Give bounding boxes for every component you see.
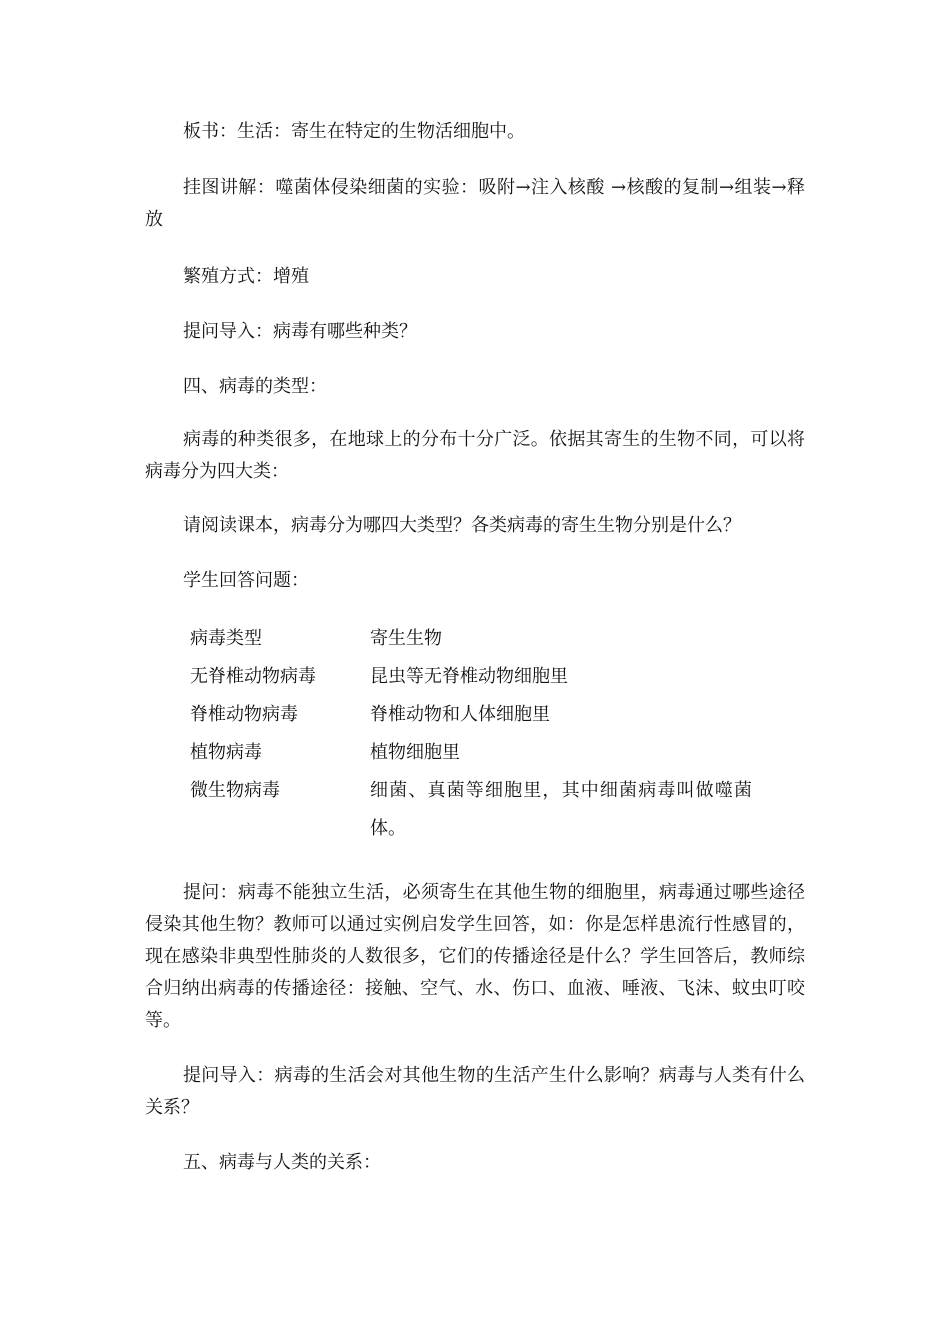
cell-virus-type: 脊椎动物病毒 [190,704,298,725]
paragraph-question-impact: 提问导入：病毒的生活会对其他生物的生活产生什么影响？病毒与人类有什么关系？ [145,1065,805,1118]
paragraph-virus-distribution: 病毒的种类很多，在地球上的分布十分广泛。依据其寄生的生物不同，可以将病毒分为四大类： [145,429,805,482]
paragraph-reading-prompt: 请阅读课本，病毒分为哪四大类型？各类病毒的寄生生物分别是什么？ [183,515,741,536]
cell-virus-type: 微生物病毒 [190,780,280,801]
paragraph-student-answer: 学生回答问题： [183,570,309,591]
cell-host-organism: 细菌、真菌等细胞里，其中细菌病毒叫做噬菌体。 [370,780,752,839]
table-row [190,734,790,772]
cell-virus-type: 植物病毒 [190,742,262,763]
paragraph-blackboard-living: 板书：生活：寄生在特定的生物活细胞中。 [183,121,525,142]
cell-virus-type: 无脊椎动物病毒 [190,666,316,687]
header-virus-type: 病毒类型 [190,628,262,649]
header-host-organism: 寄生生物 [370,628,442,649]
paragraph-question-types: 提问导入：病毒有哪些种类？ [183,321,417,342]
paragraph-transmission-routes: 提问：病毒不能独立生活，必须寄生在其他生物的细胞里，病毒通过哪些途径侵染其他生物？教师可以通过实例启发学生回答，如：你是怎样患流行性感冒的，现在感染非典型性肺炎的人数很多，它们的传播途径是什么？学生回答后，教师综合归纳出病毒的传播途径：接触、空气、水、伤口、血液、唾液、飞沫、蚊虫叮咬等。 [145,882,805,1031]
table-header-row [190,620,790,658]
section-heading-virus-types: 四、病毒的类型： [183,376,327,397]
table-row [190,696,790,734]
cell-host-organism: 脊椎动物和人体细胞里 [370,704,550,725]
section-heading-virus-human: 五、病毒与人类的关系： [183,1152,381,1173]
paragraph-reproduction: 繁殖方式：增殖 [183,266,309,287]
cell-host-organism: 昆虫等无脊椎动物细胞里 [370,666,568,687]
cell-host-organism: 植物细胞里 [370,742,460,763]
paragraph-phage-experiment: 挂图讲解：噬菌体侵染细菌的实验：吸附→注入核酸 →核酸的复制→组装→释放 [145,177,805,230]
table-row [190,658,790,696]
virus-type-table [190,620,790,848]
table-row [190,772,790,848]
